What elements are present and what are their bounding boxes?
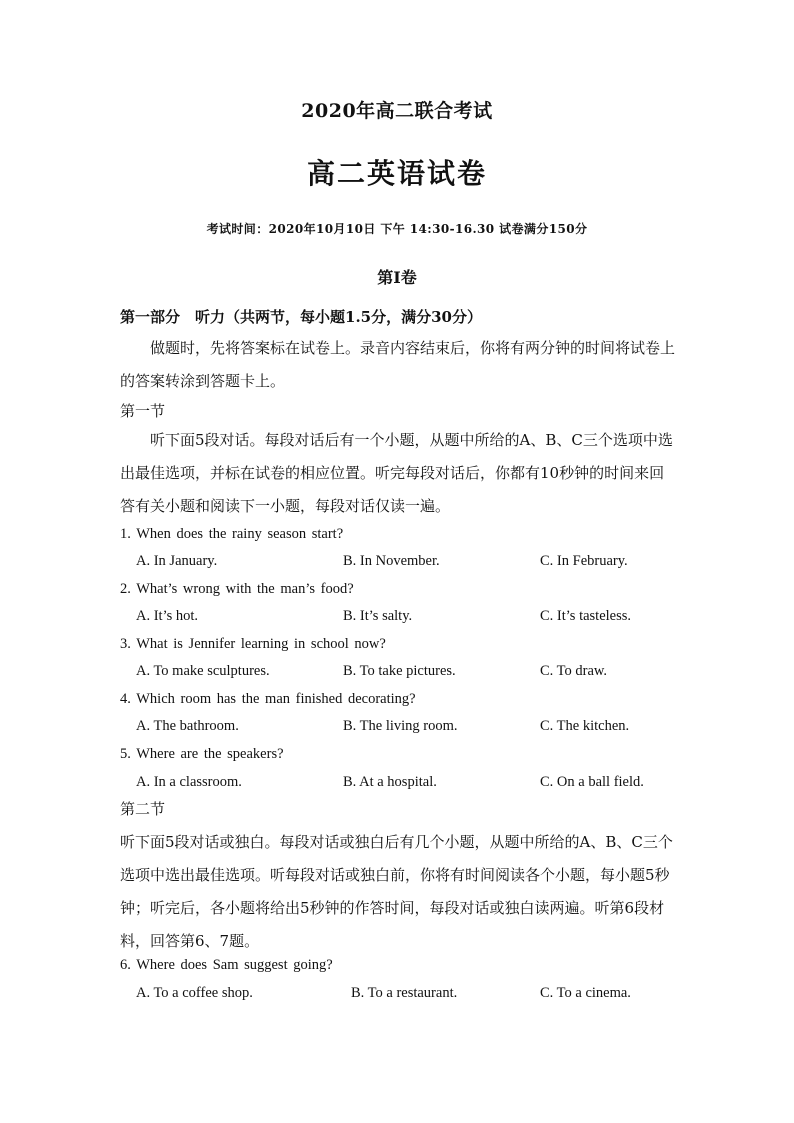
question-4-option-a: A. The bathroom.: [136, 718, 239, 734]
question-4-option-b: B. The living room.: [343, 718, 458, 734]
question-6-option-b: B. To a restaurant.: [351, 985, 458, 1001]
question-1-option-b: B. In November.: [343, 553, 440, 569]
question-5: 5. Where are the speakers?: [120, 746, 284, 762]
question-5-option-a: A. In a classroom.: [136, 774, 242, 790]
section1-instructions: 听下面5段对话。每段对话后有一个小题，从题中所给的A、B、C三个选项中选出最佳选项，并标在试卷的相应位置。听完每段对话后，你都有10秒钟的时间来回答有关小题和阅读下一小题，每段对话仅读一遍。: [120, 431, 673, 515]
question-1-option-a: A. In January.: [136, 553, 218, 569]
question-3-option-b: B. To take pictures.: [343, 663, 456, 679]
question-2-option-c: C. It’s tasteless.: [540, 608, 632, 624]
question-6-option-a: A. To a coffee shop.: [136, 985, 253, 1001]
question-3: 3. What is Jennifer learning in school now?: [120, 636, 386, 652]
question-3-option-c: C. To draw.: [540, 663, 608, 679]
section1-title: 第一节: [120, 402, 166, 420]
question-4: 4. Which room has the man finished decorating?: [120, 691, 416, 707]
section2-instructions: 听下面5段对话或独白。每段对话或独白后有几个小题，从题中所给的A、B、C三个选项中选出最佳选项。听每段对话或独白前，你将有时间阅读各个小题，每小题5秒钟；听完后，各小题将给出5秒钟的作答时间，每段对话或独白读两遍。听第6段材料，回答第6、7题。: [120, 833, 673, 950]
question-4-option-c: C. The kitchen.: [540, 718, 630, 734]
part1-title: 第一部分 听力（共两节，每小题1.5分，满分30分）: [120, 308, 482, 326]
paper-title: 高二英语试卷: [306, 157, 487, 190]
part1-intro: 做题时，先将答案标在试卷上。录音内容结束后，你将有两分钟的时间将试卷上的答案转涂到答题卡上。: [120, 339, 676, 390]
question-5-option-b: B. At a hospital.: [343, 774, 437, 790]
question-2-option-a: A. It’s hot.: [136, 608, 199, 624]
question-1-option-c: C. In February.: [540, 553, 628, 569]
exam-name: 2020年高二联合考试: [301, 100, 493, 122]
question-1: 1. When does the rainy season start?: [120, 526, 344, 542]
volume-label: 第I卷: [377, 268, 417, 287]
question-6: 6. Where does Sam suggest going?: [120, 957, 333, 973]
question-2-option-b: B. It’s salty.: [343, 608, 413, 624]
question-6-option-c: C. To a cinema.: [540, 985, 631, 1001]
question-5-option-c: C. On a ball field.: [540, 774, 644, 790]
exam-info: 考试时间：2020年10月10日 下午 14:30-16.30 试卷满分150分: [206, 222, 588, 236]
question-3-option-a: A. To make sculptures.: [136, 663, 270, 679]
question-2: 2. What’s wrong with the man’s food?: [120, 581, 354, 597]
section2-title: 第二节: [120, 800, 166, 818]
